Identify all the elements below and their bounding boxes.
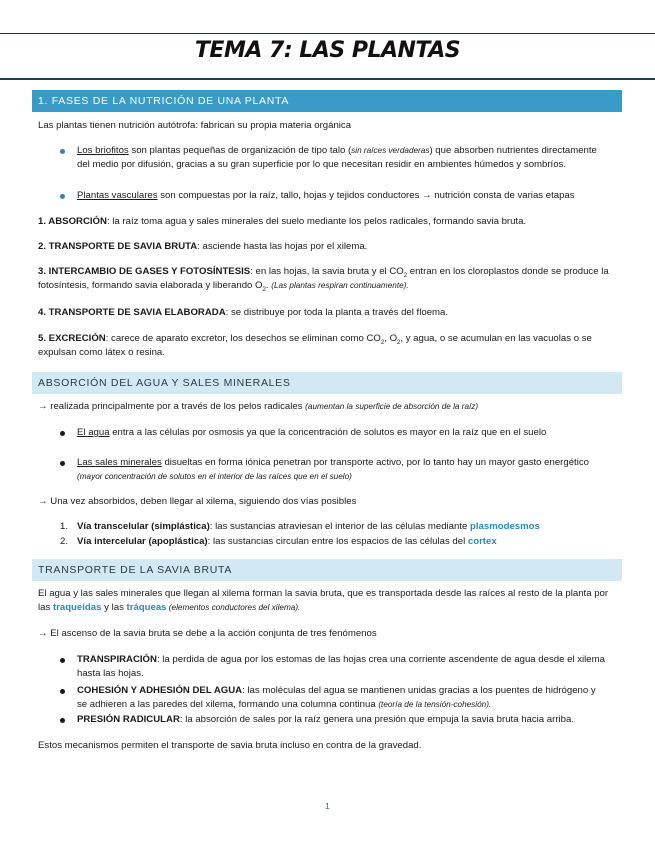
list-item-transpiracion	[77, 653, 607, 681]
text-span: y las	[101, 602, 127, 613]
route-transcelular	[77, 520, 607, 534]
text-span: entran en los cloroplastos donde se produce la fotosíntesis, formando savia elaborada y liberando O	[38, 266, 609, 291]
route-label: Vía transcelular (simplástica)	[77, 521, 210, 532]
route-label: Vía intercelular (apoplástica)	[77, 536, 208, 547]
text-span: disueltas en forma iónica penetran por transporte activo, por lo tanto hay un mayor gasto energético	[161, 457, 589, 468]
term-traqueidas: traqueidas	[52, 602, 102, 613]
term-traqueas: tráqueas	[126, 602, 167, 613]
bullet-marker	[60, 149, 65, 154]
list-item-agua	[77, 426, 607, 440]
subscript: 2	[397, 339, 401, 346]
paragraph-transporte-intro	[38, 587, 610, 615]
bullet-marker	[60, 658, 65, 663]
text-span: : se distribuye por toda la planta a través del floema.	[225, 307, 449, 318]
phenomenon-label: PRESIÓN RADICULAR	[77, 714, 180, 725]
note-span: (teoría de la tensión-cohesión).	[378, 700, 492, 709]
route-intercelular	[77, 535, 607, 549]
title-rule	[0, 78, 655, 80]
term-plasmodesmos: plasmodesmos	[470, 521, 540, 532]
text-span: : las sustancias atraviesan el interior de las células mediante	[209, 521, 471, 532]
paragraph-phenomena-lead: → El ascenso de la savia bruta se debe a la acción conjunta de tres fenómenos	[38, 628, 377, 639]
note-span: (Las plantas respiran continuamente).	[271, 281, 409, 290]
text-span: : las moléculas del agua se mantienen unidas gracias a los puentes de hidrógeno y se adhieren a las paredes del xilema, formando una columna continua	[77, 685, 596, 710]
text-span: , O	[384, 333, 398, 344]
page-number: 1	[325, 802, 330, 811]
paragraph-routes-intro: → Una vez absorbidos, deben llegar al xilema, siguiendo dos vías posibles	[38, 496, 357, 507]
bullet-marker	[60, 461, 65, 466]
section-heading-nutrition: 1. FASES DE LA NUTRICIÓN DE UNA PLANTA	[32, 90, 622, 112]
text-span: : carece de aparato excretor, los desechos se eliminan como CO	[105, 333, 381, 344]
phase-label: 1. ABSORCIÓN	[38, 216, 107, 227]
bullet-marker	[60, 689, 65, 694]
phenomenon-label: TRANSPIRACIÓN	[77, 654, 157, 665]
subscript: 2	[380, 339, 385, 346]
bullet-marker	[60, 431, 65, 436]
phase-label: 2. TRANSPORTE DE SAVIA BRUTA	[38, 241, 198, 252]
phase-absorcion	[38, 215, 610, 229]
phase-transporte-bruta	[38, 240, 610, 254]
list-item-briofitos	[77, 144, 607, 172]
term-agua: El agua	[77, 427, 110, 438]
paragraph-conclusion: Estos mecanismos permiten el transporte de savia bruta incluso en contra de la gravedad.	[38, 740, 422, 751]
route-number: 2.	[60, 536, 69, 547]
text-span: son compuestas por la raíz, tallo, hojas y tejidos conductores → nutrición consta de varias etapas	[157, 190, 575, 201]
text-span: : la raíz toma agua y sales minerales del suelo mediante los pelos radicales, formando savia bruta.	[106, 216, 527, 227]
page-title: TEMA 7: LAS PLANTAS	[194, 38, 461, 63]
phenomenon-label: COHESIÓN Y ADHESIÓN DEL AGUA	[77, 685, 243, 696]
text-span: : asciende hasta las hojas por el xilema.	[197, 241, 368, 252]
phase-transporte-elaborada	[38, 306, 610, 320]
text-span: : la perdida de agua por los estomas de las hojas crea una corriente ascendente de agua desde el xilema hasta las hojas.	[77, 654, 605, 679]
phase-label: 3. INTERCAMBIO DE GASES Y FOTOSÍNTESIS	[38, 266, 251, 277]
phase-excrecion	[38, 332, 610, 360]
text-span: son plantas pequeñas de organización de tipo talo (	[128, 145, 352, 156]
bullet-marker	[60, 194, 65, 199]
term-briofitos: Los briofitos	[77, 145, 129, 156]
text-span: : las sustancias circulan entre los espacios de las células del	[207, 536, 468, 547]
note-span: (aumentan la superficie de absorción de la raíz)	[305, 402, 479, 411]
paragraph-intro: Las plantas tienen nutrición autótrofa: fabrican su propia materia orgánica	[38, 120, 352, 131]
top-rule	[0, 33, 655, 34]
section-heading-absorcion: ABSORCIÓN DEL AGUA Y SALES MINERALES	[32, 372, 622, 394]
section-heading-transporte: TRANSPORTE DE LA SAVIA BRUTA	[32, 559, 622, 581]
bullet-marker	[60, 718, 65, 723]
term-vasculares: Plantas vasculares	[77, 190, 158, 201]
text-span: : la absorción de sales por la raíz genera una presión que empuja la savia bruta hacia arriba.	[179, 714, 574, 725]
term-cortex: cortex	[467, 536, 497, 547]
term-sales: Las sales minerales	[77, 457, 162, 468]
text-span: ) que absorben nutrientes directamente del medio por difusión, gracias a su gran superficie por lo que necesitan residir en ambientes húmedos y sombríos.	[77, 145, 597, 170]
text-span: , y agua, o se acumulan en las vacuolas o se expulsan como látex o resina.	[38, 333, 592, 358]
phase-label: 4. TRANSPORTE DE SAVIA ELABORADA	[38, 307, 226, 318]
subscript: 2	[262, 286, 266, 293]
text-span: → realizada principalmente por a través de los pelos radicales	[38, 401, 306, 412]
list-item-vasculares	[77, 189, 607, 203]
paragraph-absorcion-intro	[38, 400, 610, 414]
subscript: 2	[403, 272, 408, 279]
phase-label: 5. EXCRECIÓN	[38, 333, 106, 344]
text-span: : en las hojas, la savia bruta y el CO	[250, 266, 404, 277]
list-item-sales	[77, 456, 607, 484]
note-span: (elementos conductores del xilema).	[166, 603, 301, 612]
text-span: .	[265, 280, 272, 291]
text-span: El agua y las sales minerales que llegan al xilema forman la savia bruta, que es transportada desde las raíces al resto de la planta por las	[38, 588, 609, 613]
route-number: 1.	[60, 521, 69, 532]
note-span: (mayor concentración de solutos en el interior de las raíces que en el suelo)	[77, 472, 352, 481]
phase-intercambio	[38, 265, 610, 293]
note-span: sin raíces verdaderas	[351, 146, 430, 155]
text-span: entra a las células por osmosis ya que la concentración de solutos es mayor en la raíz que en el suelo	[109, 427, 547, 438]
list-item-presion	[77, 713, 607, 727]
list-item-cohesion	[77, 684, 607, 712]
